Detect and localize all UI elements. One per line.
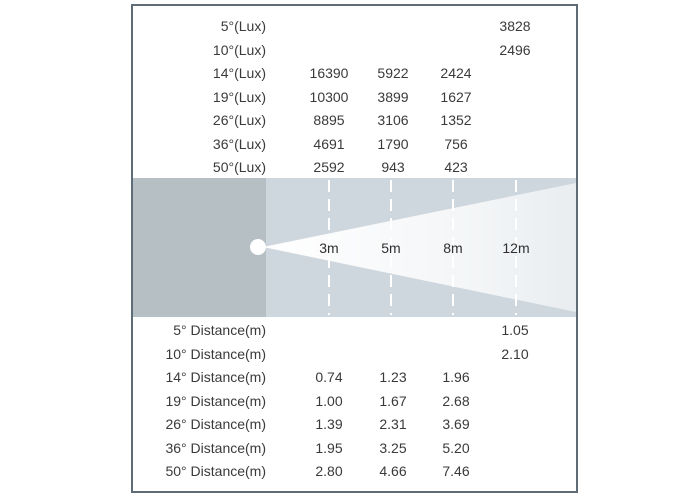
distance-cell: 1.39 (315, 416, 343, 432)
distance-row-label: 5° Distance(m) (173, 322, 266, 338)
lux-row (133, 86, 576, 108)
distance-cell: 5.20 (442, 439, 470, 456)
distance-row-label: 10° Distance(m) (165, 345, 266, 362)
lux-cell: 943 (381, 159, 405, 175)
lux-cell: 1352 (440, 112, 472, 128)
lux-row-label: 10°(Lux) (212, 41, 266, 58)
distance-row-label: 36° Distance(m) (165, 439, 266, 456)
lux-cell: 1790 (377, 135, 409, 152)
distance-cell: 1.05 (501, 322, 529, 338)
lux-cell: 1627 (440, 88, 472, 105)
distance-cell: 2.68 (442, 392, 470, 409)
lux-cell: 3899 (377, 88, 409, 105)
chart-frame (131, 4, 578, 493)
lux-cell: 3828 (499, 18, 531, 34)
distance-marker-label: 12m (502, 240, 530, 256)
lux-row (133, 156, 576, 178)
distance-row (133, 319, 576, 341)
distance-row (133, 437, 576, 459)
lux-cell: 2496 (499, 41, 531, 58)
lux-row-label: 26°(Lux) (212, 112, 266, 128)
distance-cell: 2.80 (315, 463, 343, 479)
lux-cell: 8895 (313, 112, 345, 128)
distance-marker-label: 8m (443, 240, 463, 256)
distance-marker-label: 5m (381, 240, 401, 256)
distance-cell: 1.67 (379, 392, 407, 409)
lux-row-label: 5°(Lux) (220, 18, 266, 34)
lux-cell: 756 (444, 135, 468, 152)
distance-row (133, 390, 576, 412)
distance-row (133, 460, 576, 482)
distance-row (133, 366, 576, 388)
distance-row-label: 14° Distance(m) (165, 369, 266, 385)
lux-cell: 2424 (440, 65, 472, 81)
distance-cell: 3.69 (442, 416, 470, 432)
distance-row-label: 50° Distance(m) (165, 463, 266, 479)
lux-cell: 16390 (309, 65, 349, 81)
lux-cell: 2592 (313, 159, 345, 175)
lux-row-label: 36°(Lux) (212, 135, 266, 152)
lux-row (133, 15, 576, 37)
distance-cell: 1.96 (442, 369, 470, 385)
lux-cell: 4691 (313, 135, 345, 152)
distance-row (133, 413, 576, 435)
lux-cell: 423 (444, 159, 468, 175)
lux-cell: 3106 (377, 112, 409, 128)
beam-svg (133, 178, 576, 317)
lux-row-label: 50°(Lux) (212, 159, 266, 175)
distance-cell: 0.74 (315, 369, 343, 385)
distance-cell: 2.10 (501, 345, 529, 362)
distance-cell: 7.46 (442, 463, 470, 479)
distance-cell: 3.25 (379, 439, 407, 456)
lux-row (133, 39, 576, 61)
lux-row-label: 19°(Lux) (212, 88, 266, 105)
lux-cell: 10300 (309, 88, 349, 105)
distance-marker-label: 3m (319, 240, 339, 256)
lux-row-label: 14°(Lux) (212, 65, 266, 81)
distance-cell: 4.66 (379, 463, 407, 479)
wall-rect (133, 178, 266, 317)
distance-row (133, 343, 576, 365)
distance-cell: 1.00 (315, 392, 343, 409)
lux-cell: 5922 (377, 65, 409, 81)
lux-row (133, 62, 576, 84)
distance-cell: 1.95 (315, 439, 343, 456)
lux-row (133, 133, 576, 155)
lux-row (133, 109, 576, 131)
lamp-icon (250, 239, 266, 255)
distance-row-label: 26° Distance(m) (165, 416, 266, 432)
distance-cell: 2.31 (379, 416, 407, 432)
beam-diagram (133, 178, 576, 317)
distance-row-label: 19° Distance(m) (165, 392, 266, 409)
distance-cell: 1.23 (379, 369, 407, 385)
